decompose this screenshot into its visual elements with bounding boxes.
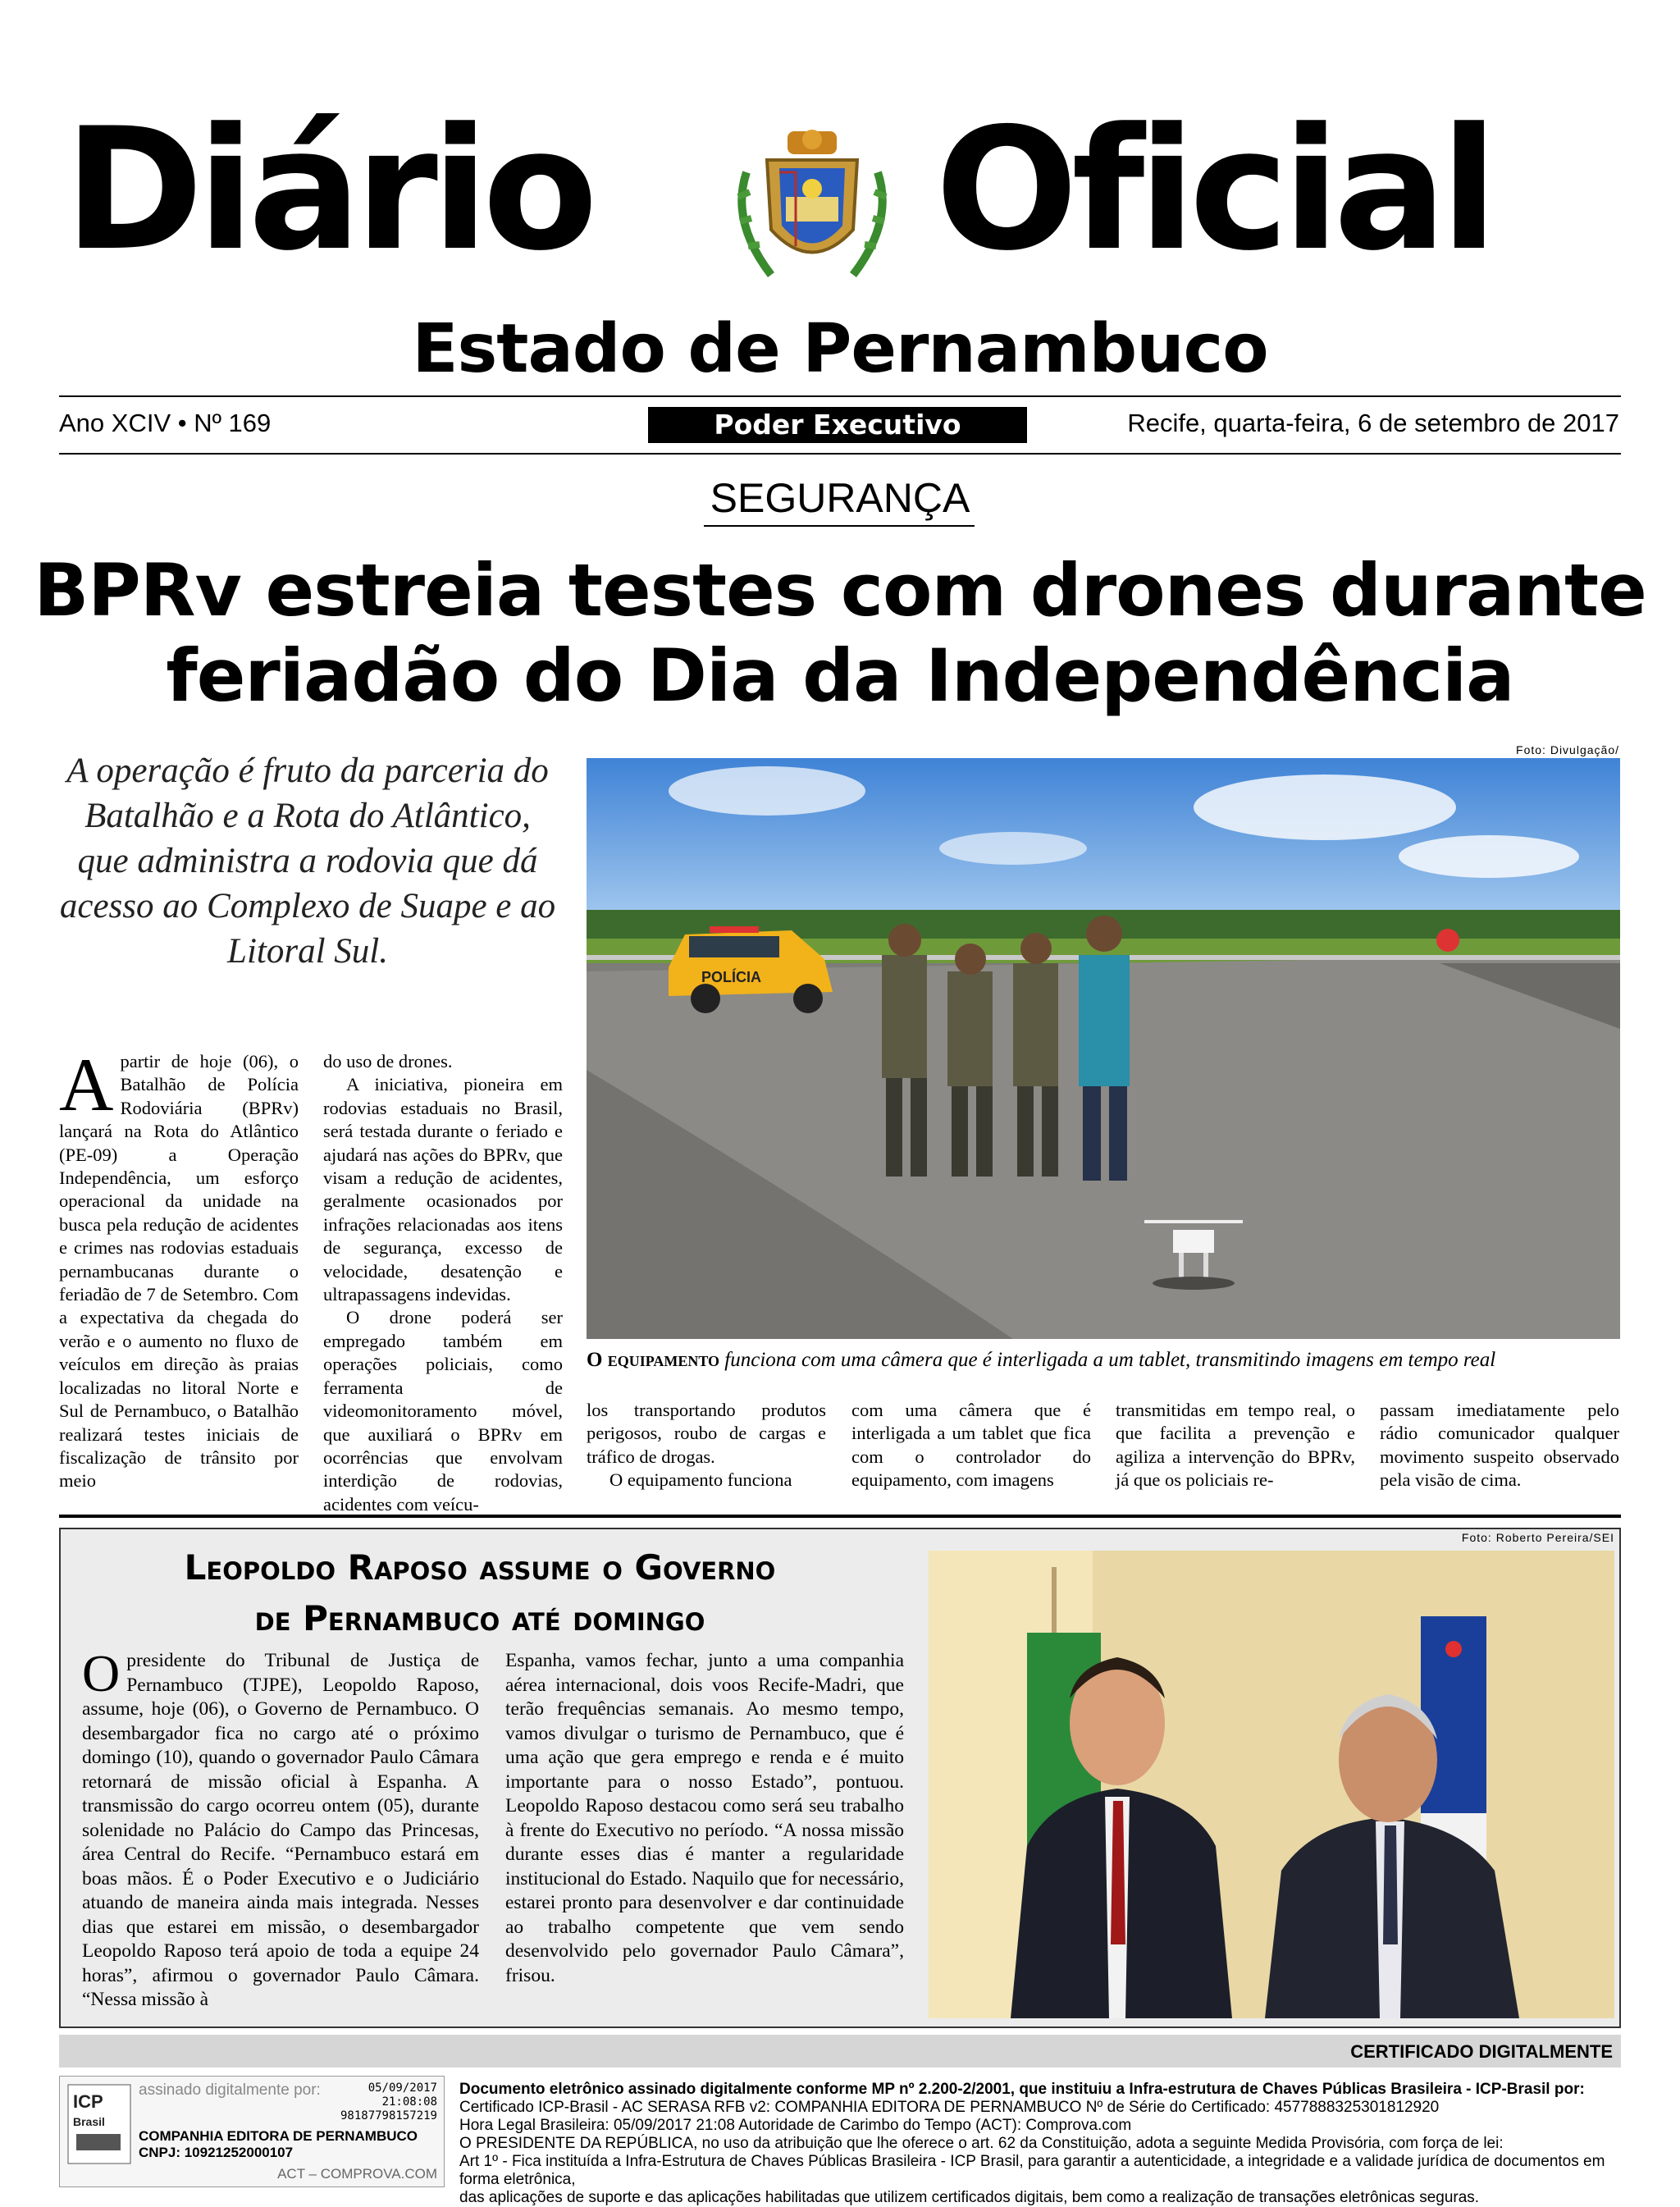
lead-col2-p2: A iniciativa, pioneira em rodovias estaduais no Brasil, será testada durante o feriado e ajudará nas ações do BPRv, que visam a redução de acidentes, geralmente ocasionados por infrações relacionadas aos itens de segurança, excesso de velocidade, desatenção e ultrapassagens indevidas. bbox=[323, 1074, 563, 1305]
cert-line-3: Hora Legal Brasileira: 05/09/2017 21:08 Autoridade de Carimbo do Tempo (ACT): Comprova.com bbox=[459, 2117, 1132, 2134]
caption-text: funciona com uma câmera que é interligada a um tablet, transmitindo imagens em tempo real bbox=[724, 1349, 1496, 1371]
lead-col5-text: transmitidas em tempo real, o que facilita a prevenção e agiliza a intervenção do BPRv, já que os policiais re- bbox=[1116, 1400, 1355, 1491]
lead-column-2 bbox=[323, 1050, 563, 1516]
lead-photo bbox=[587, 758, 1620, 1339]
certificate-bar-label: CERTIFICADO DIGITALMENTE bbox=[1350, 2041, 1613, 2062]
signed-label: assinado digitalmente por: bbox=[139, 2081, 321, 2099]
dropcap: A bbox=[59, 1043, 114, 1126]
cert-line-1: Documento eletrônico assinado digitalmente conforme MP nº 2.200-2/2001, que instituiu a Infra-estrutura de Chaves Públicas Brasileira - ICP-Brasil por: bbox=[459, 2081, 1585, 2098]
second-col1-text: presidente do Tribunal de Justiça de Pernambuco (TJPE), Leopoldo Raposo, assume, hoje (06), o Governo de Pernambuco. O desembargador fica no cargo até o próximo domingo (10), quando o governador Paulo Câmara retornará de missão oficial à Espanha. A transmissão do cargo ocorreu ontem (05), durante solenidade no Palácio do Campo das Princesas, área Central do Recife. “Pernambuco estará em boas mãos. É o Poder Executivo e o Judiciário atuando de maneira ainda mais integrada. Nesses dias que estarei em missão, o desembargador Leopoldo Raposo terá apoio de toda a equipe 24 horas”, afirmou o governador Paulo Câmara. “Nessa missão à bbox=[82, 1650, 479, 2010]
police-car-label: POLÍCIA bbox=[701, 969, 762, 985]
signature-stamp-values bbox=[339, 2081, 437, 2123]
certificate-act: ACT – COMPROVA.COM bbox=[277, 2166, 437, 2182]
second-headline-line1: Leopoldo Raposo assume o Governo bbox=[184, 1547, 776, 1588]
icp-logo-icon bbox=[66, 2083, 132, 2165]
second-headline-line2: de Pernambuco até domingo bbox=[254, 1598, 705, 1638]
caption-lead: O equipamento bbox=[587, 1349, 720, 1371]
cert-line-4: O PRESIDENTE DA REPÚBLICA, no uso da atribuição que lhe oferece o art. 62 da Constituição, adota a seguinte Medida Provisória, com força de lei: bbox=[459, 2135, 1504, 2152]
cert-line-6: das aplicações de suporte e das aplicações habilitadas que utilizem certificados digitais, bem como a realização de transações eletrônicas seguras. bbox=[459, 2189, 1480, 2206]
svg-text:Brasil: Brasil bbox=[73, 2115, 105, 2128]
second-dropcap: O bbox=[82, 1644, 121, 1702]
lead-column-6 bbox=[1380, 1399, 1619, 1492]
lead-col3-p2: O equipamento funciona bbox=[609, 1469, 792, 1491]
certificate-cnpj: CNPJ: 10921252000107 bbox=[139, 2145, 294, 2160]
section-label: Poder Executivo bbox=[648, 407, 1027, 443]
lead-col6-text: passam imediatamente pelo rádio comunicador qualquer movimento suspeito observado pela visão de cima. bbox=[1380, 1400, 1619, 1491]
lead-deck: A operação é fruto da parceria do Batalhão e a Rota do Atlântico, que administra a rodovia que dá acesso ao Complexo de Suape e ao Litoral Sul. bbox=[59, 752, 556, 971]
second-column-2 bbox=[505, 1649, 904, 1988]
lead-headline bbox=[0, 548, 1680, 719]
dateline: Recife, quarta-feira, 6 de setembro de 2017 bbox=[1127, 409, 1619, 437]
second-photo-credit: Foto: Roberto Pereira/SEI bbox=[1461, 1531, 1614, 1544]
section-kicker: SEGURANÇA bbox=[710, 475, 970, 521]
masthead-rule-top bbox=[59, 395, 1621, 397]
lead-col4-text: com uma câmera que é interligada a um tablet que fica com o controlador do equipamento, com imagens bbox=[851, 1400, 1091, 1491]
second-headline bbox=[90, 1542, 870, 1644]
second-photo bbox=[929, 1551, 1614, 2018]
lead-col2-p3: O drone poderá ser empregado também em operações policiais, como ferramenta de videomonitoramento móvel, que auxiliará o BPRv em ocorrências que envolvam interdição de rodovias, acidentes com veícu- bbox=[323, 1307, 563, 1515]
lead-headline-line2: feriadão do Dia da Independência bbox=[166, 633, 1514, 718]
cert-line-5: Art 1º - Fica instituída a Infra-Estrutura de Chaves Públicas Brasileira - ICP Brasil, para garantir a autenticidade, a integridade e a validade jurídica de documentos em forma eletrônica, bbox=[459, 2153, 1605, 2188]
lead-headline-line1: BPRv estreia testes com drones durante bbox=[34, 548, 1646, 633]
lead-column-1 bbox=[59, 1043, 299, 1493]
lead-col2-p1: do uso de drones. bbox=[323, 1051, 453, 1072]
lead-photo-caption bbox=[587, 1349, 1620, 1372]
masthead-subtitle: Estado de Pernambuco bbox=[412, 310, 1268, 388]
masthead-title-word2: Oficial bbox=[935, 93, 1492, 288]
lead-col3-p1: los transportando produtos perigosos, roubo de cargas e tráfico de drogas. bbox=[587, 1400, 826, 1467]
lead-column-4 bbox=[851, 1399, 1091, 1492]
masthead-title-word1: Diário bbox=[64, 93, 591, 288]
edition-number: Ano XCIV • Nº 169 bbox=[59, 409, 272, 437]
lead-column-5 bbox=[1116, 1399, 1355, 1492]
second-col2-text: Espanha, vamos fechar, junto a uma companhia aérea internacional, dois voos Recife-Madri, que terão frequências semanais. Ao mesmo tempo, vamos divulgar o turismo de Pernambuco, que é uma ação que gera emprego e renda e é muito importante para o nosso Estado”, pontuou. Leopoldo Raposo destacou como será seu trabalho à frente do Executivo no período. “A nossa missão durante esses dias é manter a regularidade institucional do Estado. Naquilo que for necessário, estarei pronto para desenvolver e dar continuidade ao trabalho competente que vem sendo desenvolvido pelo governador Paulo Câmara”, frisou. bbox=[505, 1650, 904, 1986]
signature-serial: 98187798157219 bbox=[340, 2109, 437, 2122]
second-column-1 bbox=[82, 1644, 479, 2013]
masthead-rule-bottom bbox=[59, 453, 1621, 455]
coat-of-arms-icon bbox=[722, 123, 902, 287]
svg-text:ICP: ICP bbox=[73, 2091, 103, 2112]
certificate-company: COMPANHIA EDITORA DE PERNAMBUCO bbox=[139, 2128, 418, 2144]
lead-photo-credit: Foto: Divulgação/ bbox=[1516, 743, 1619, 756]
story-divider bbox=[59, 1515, 1621, 1518]
lead-column-3 bbox=[587, 1399, 826, 1492]
certificate-stamp bbox=[59, 2076, 445, 2187]
signature-date: 05/09/2017 bbox=[368, 2081, 437, 2095]
certificate-legal-text bbox=[459, 2081, 1616, 2207]
cert-line-2: Certificado ICP-Brasil - AC SERASA RFB v2: COMPANHIA EDITORA DE PERNAMBUCO Nº de Série do Certificado: 4577888325301812920 bbox=[459, 2099, 1440, 2116]
lead-col1-text: partir de hoje (06), o Batalhão de Polícia Rodoviária (BPRv) lançará na Rota do Atlântico (PE-09) a Operação Independência, um esforço operacional da unidade na busca pela redução de acidentes e crimes nas rodovias estaduais pernambucanas durante o feriadão de 7 de Setembro. Com a expectativa da chegada do verão e o aumento no fluxo de veículos em direção às praias localizadas no litoral Norte e Sul de Pernambuco, o Batalhão realizará testes iniciais de fiscalização de trânsito por meio bbox=[59, 1051, 299, 1492]
signature-time: 21:08:08 bbox=[381, 2095, 437, 2109]
kicker-underline bbox=[704, 525, 975, 527]
